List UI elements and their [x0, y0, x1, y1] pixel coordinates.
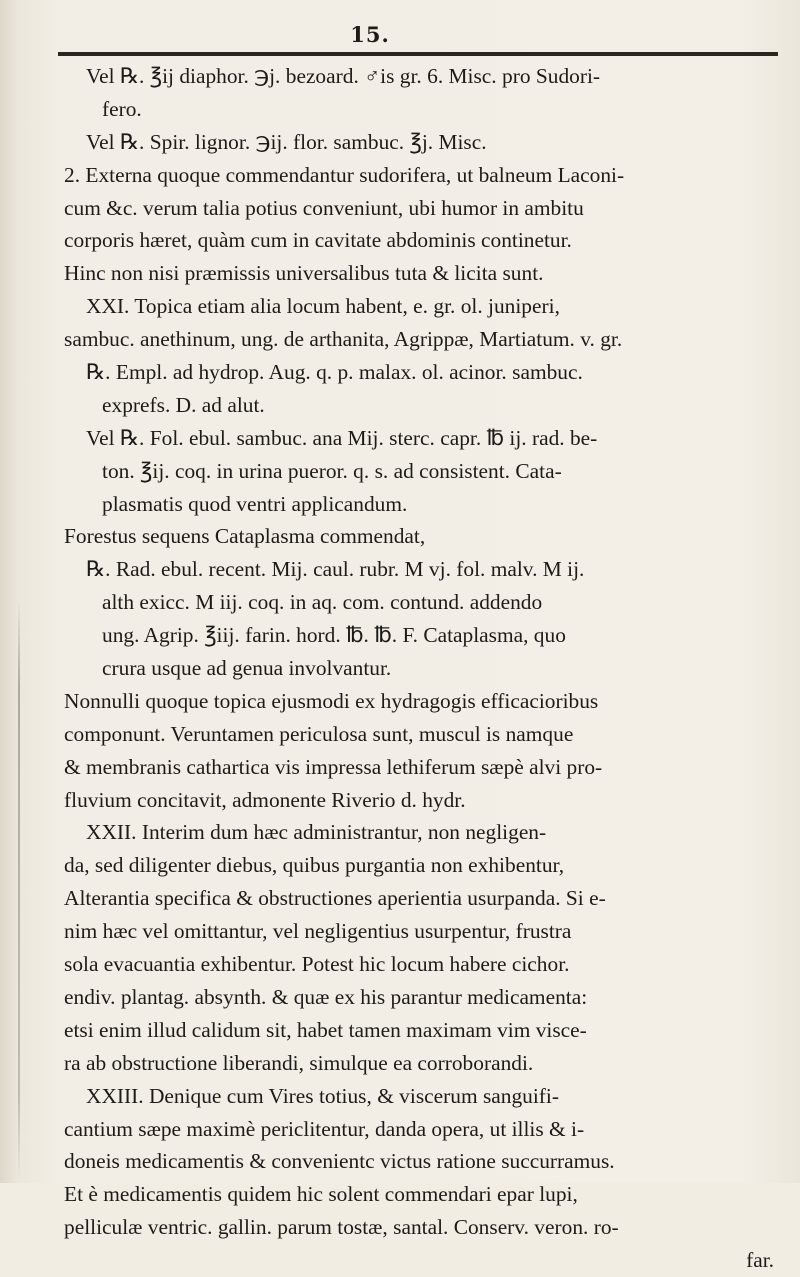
text-line: 2. Externa quoque commendantur sudorifera, ut balneum Laconi- — [64, 162, 625, 187]
text-line: Alterantia specifica & obstructiones aperientia usurpanda. Si e- — [64, 886, 606, 911]
text-line: plasmatis quod ventri applicandum. — [102, 491, 408, 516]
text-line: fluvium concitavit, admonente Riverio d. hydr. — [64, 787, 466, 812]
text-line: fero. — [102, 96, 142, 121]
text-line: crura usque ad genua involvantur. — [102, 656, 392, 681]
text-line: XXIII. Denique cum Vires totius, & viscerum sanguifi- — [86, 1083, 559, 1108]
text-line: XXII. Interim dum hæc administrantur, non negligen- — [86, 820, 547, 845]
text-line: da, sed diligenter diebus, quibus purgantia non exhibentur, — [64, 853, 565, 878]
text-line: Vel ℞. Fol. ebul. sambuc. ana Mij. sterc. capr. ℔ ij. rad. be- — [86, 425, 598, 450]
binding-shadow — [18, 600, 20, 1180]
text-line: ra ab obstructione liberandi, simulque ea corroborandi. — [64, 1050, 534, 1075]
header-rule — [58, 52, 778, 56]
text-line: sola evacuantia exhibentur. Potest hic locum habere cichor. — [64, 952, 570, 977]
text-line: Vel ℞. ℥ij diaphor. ℈j. bezoard. ♂is gr. 6. Misc. pro Sudori- — [86, 64, 601, 88]
text-line: ℞. Rad. ebul. recent. Mij. caul. rubr. M vj. fol. malv. M ij. — [86, 557, 585, 582]
text-line: etsi enim illud calidum sit, habet tamen maximam vim visce- — [64, 1017, 587, 1042]
text-line: componunt. Veruntamen periculosa sunt, muscul is namque — [64, 721, 574, 746]
body-text — [44, 60, 780, 1277]
text-line: ℞. Empl. ad hydrop. Aug. q. p. malax. ol. acinor. sambuc. — [86, 360, 583, 385]
text-line: Vel ℞. Spir. lignor. ℈ij. flor. sambuc. ℥j. Misc. — [86, 129, 487, 154]
text-line: endiv. plantag. absynth. & quæ ex his parantur medicamenta: — [64, 984, 588, 1009]
text-line: Hinc non nisi præmissis universalibus tuta & licita sunt. — [64, 261, 544, 286]
text-line: doneis medicamentis & convenientc victus ratione succurramus. — [64, 1149, 615, 1174]
text-line: corporis hæret, quàm cum in cavitate abdominis continetur. — [64, 228, 572, 253]
text-line: ung. Agrip. ℥iij. farin. hord. ℔. ℔. F. Cataplasma, quo — [102, 623, 566, 648]
text-line: sambuc. anethinum, ung. de arthanita, Agrippæ, Martiatum. v. gr. — [64, 327, 623, 352]
text-line: pelliculæ ventric. gallin. parum tostæ, santal. Conserv. veron. ro- — [64, 1215, 619, 1240]
text-line: nim hæc vel omittantur, vel negligentius usurpentur, frustra — [64, 919, 572, 944]
text-line: & membranis cathartica vis impressa lethiferum sæpè alvi pro- — [64, 754, 603, 779]
text-line: Forestus sequens Cataplasma commendat, — [64, 524, 426, 549]
catchword: far. — [746, 1248, 774, 1273]
text-line: Et è medicamentis quidem hic solent commendari epar lupi, — [64, 1182, 578, 1207]
text-line: ton. ℥ij. coq. in urina pueror. q. s. ad consistent. Cata- — [102, 458, 562, 483]
page-number: 15. — [350, 22, 390, 47]
text-line: exprefs. D. ad alut. — [102, 392, 265, 417]
text-line: cum &c. verum talia potius conveniunt, ubi humor in ambitu — [64, 195, 584, 220]
text-line: cantium sæpe maximè periclitentur, danda opera, ut illis & i- — [64, 1116, 585, 1141]
text-line: alth exicc. M iij. coq. in aq. com. contund. addendo — [102, 590, 543, 615]
text-line: XXI. Topica etiam alia locum habent, e. gr. ol. juniperi, — [86, 294, 560, 319]
text-line: Nonnulli quoque topica ejusmodi ex hydragogis efficacioribus — [64, 688, 599, 713]
